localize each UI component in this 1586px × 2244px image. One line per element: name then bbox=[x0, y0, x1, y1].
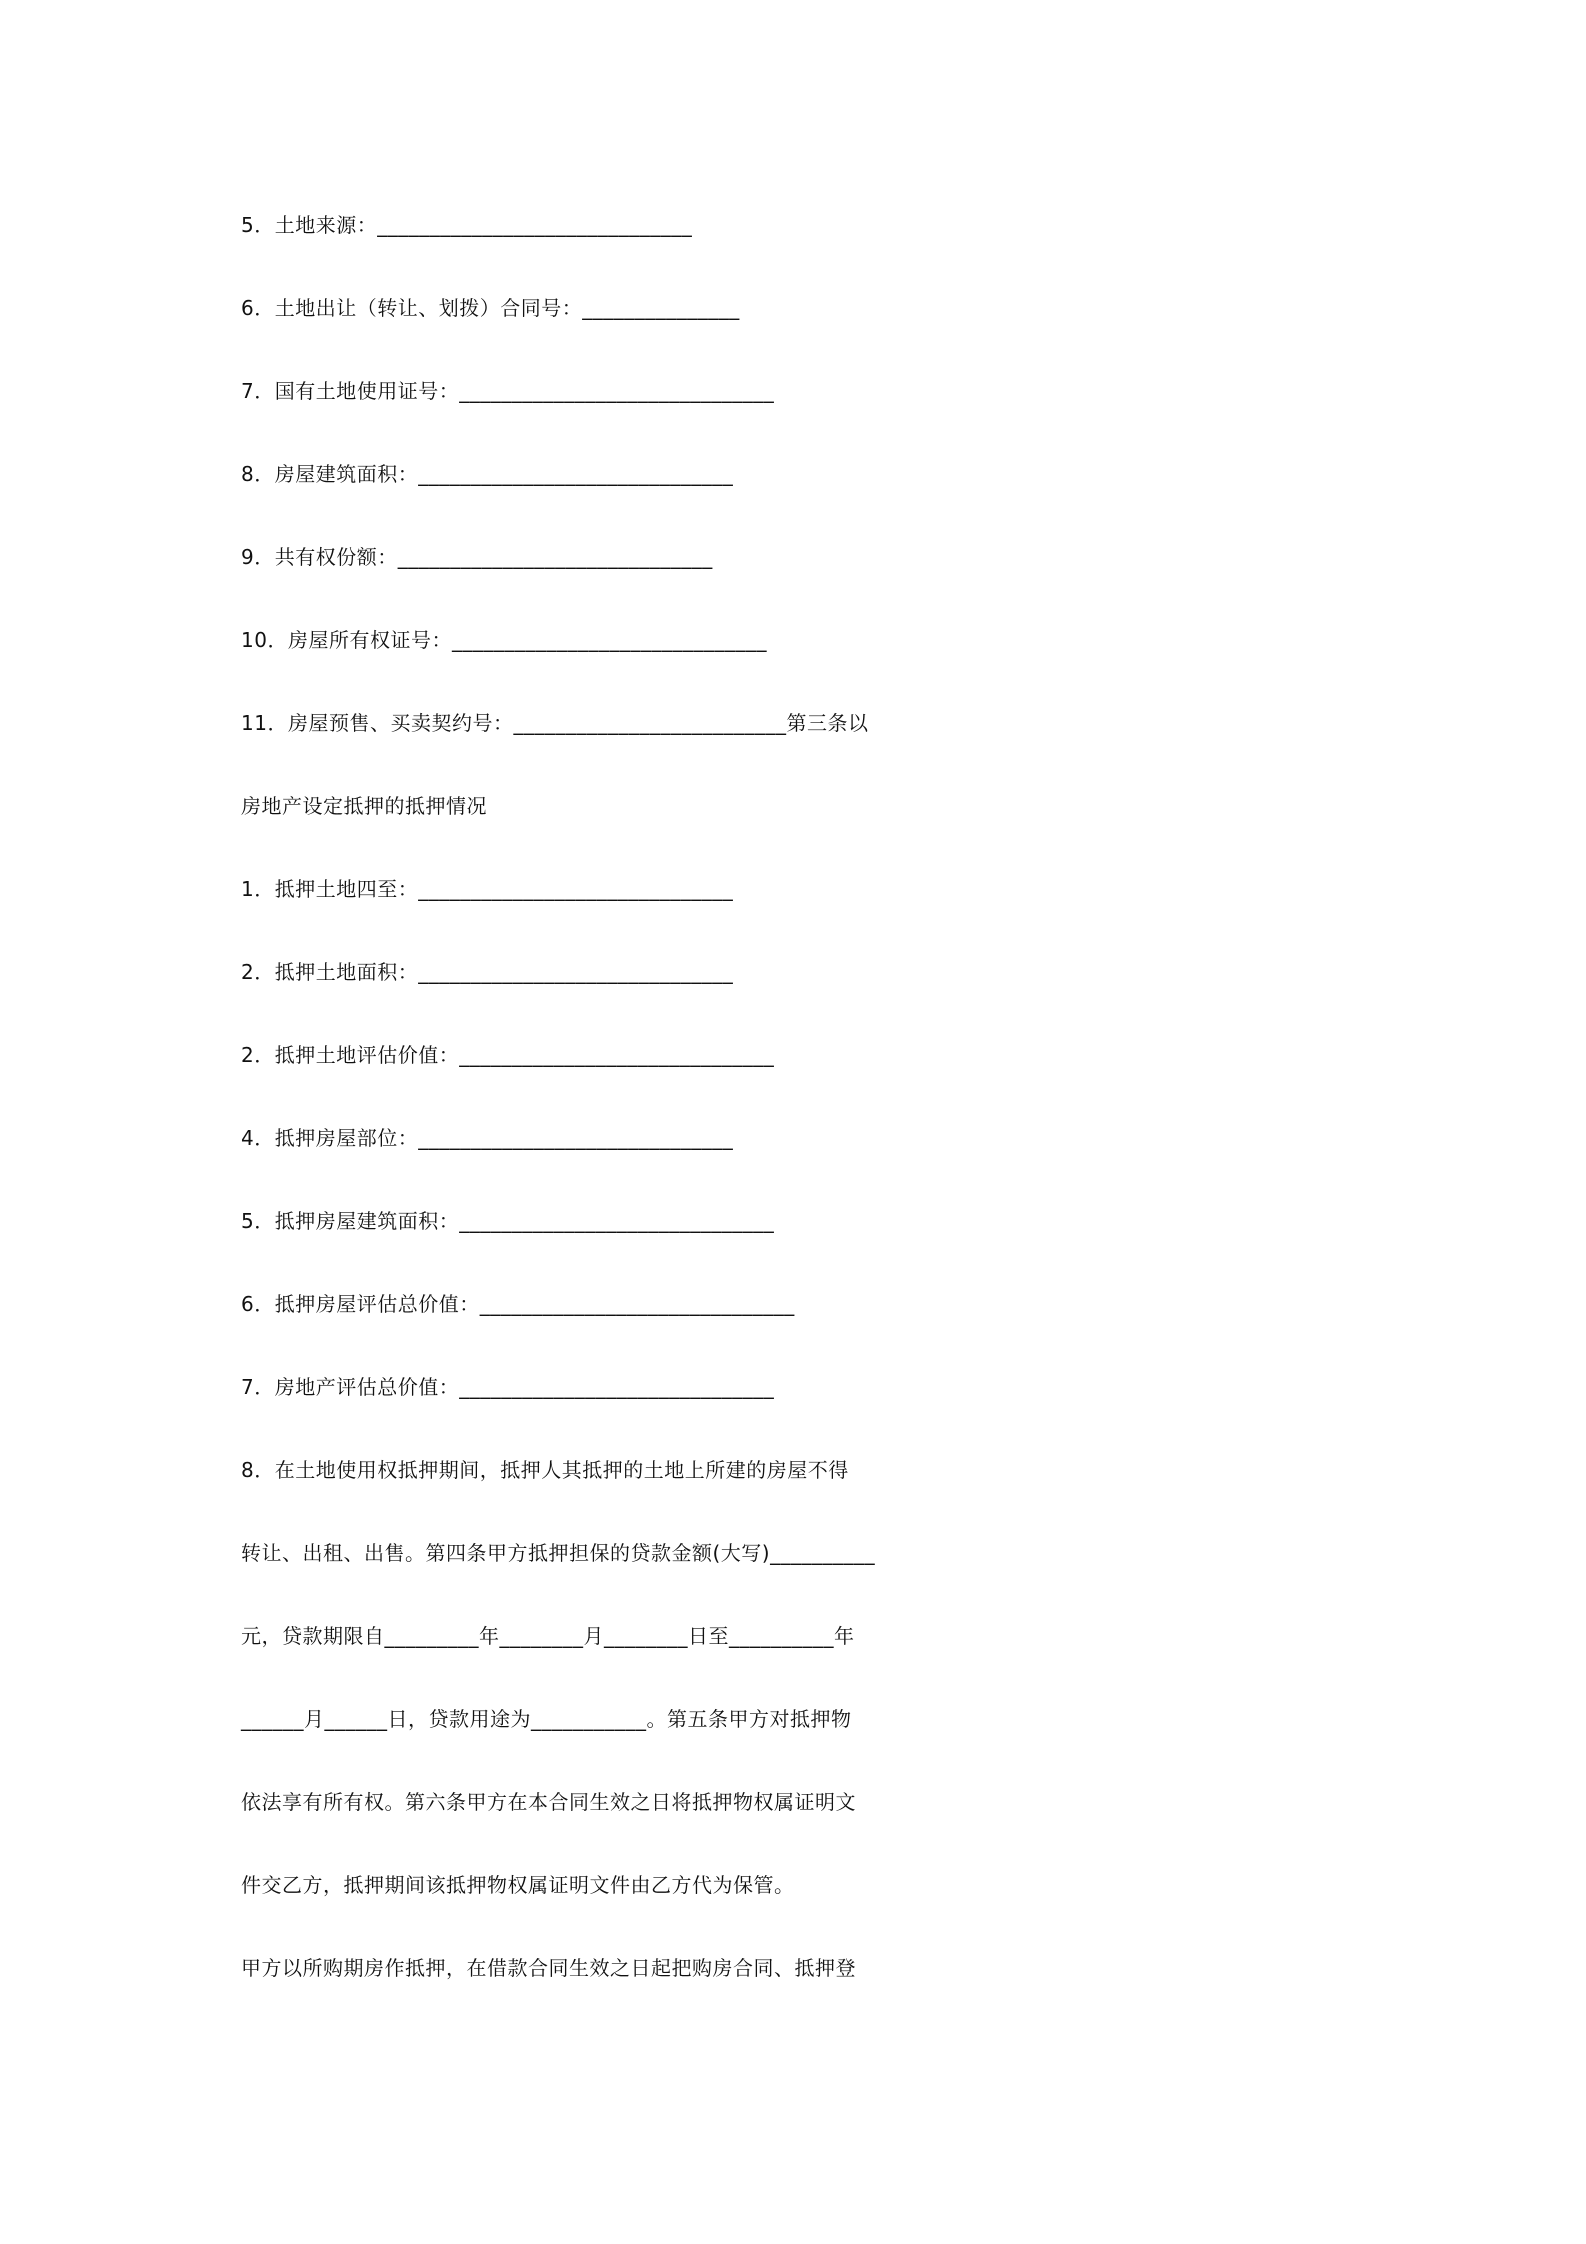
text-line: 7．国有土地使用证号：______________________________ bbox=[241, 379, 775, 403]
text-line: 5．土地来源：______________________________ bbox=[241, 213, 693, 237]
text-line: 1．抵押土地四至：______________________________ bbox=[241, 877, 734, 901]
text-line: 甲方以所购期房作抵押，在借款合同生效之日起把购房合同、抵押登 bbox=[241, 1956, 856, 1980]
text-line: 件交乙方，抵押期间该抵押物权属证明文件由乙方代为保管。 bbox=[241, 1873, 795, 1897]
text-line: 6．抵押房屋评估总价值：______________________________ bbox=[241, 1292, 795, 1316]
text-line: 转让、出租、出售。第四条甲方抵押担保的贷款金额(大写)__________ bbox=[241, 1541, 876, 1565]
text-line: 8．在土地使用权抵押期间，抵押人其抵押的土地上所建的房屋不得 bbox=[241, 1458, 849, 1482]
contract-body bbox=[241, 200, 1361, 2026]
text-line: 11．房屋预售、买卖契约号：__________________________第三条以 bbox=[241, 711, 869, 735]
text-line: 4．抵押房屋部位：______________________________ bbox=[241, 1126, 734, 1150]
text-line: 6．土地出让（转让、划拨）合同号：_______________ bbox=[241, 296, 740, 320]
text-line: 2．抵押土地面积：______________________________ bbox=[241, 960, 734, 984]
text-line: 9．共有权份额：______________________________ bbox=[241, 545, 713, 569]
text-line: 7．房地产评估总价值：______________________________ bbox=[241, 1375, 775, 1399]
text-line: 依法享有所有权。第六条甲方在本合同生效之日将抵押物权属证明文 bbox=[241, 1790, 856, 1814]
text-line: 5．抵押房屋建筑面积：______________________________ bbox=[241, 1209, 775, 1233]
text-line: 房地产设定抵押的抵押情况 bbox=[241, 794, 487, 818]
text-line: 10．房屋所有权证号：______________________________ bbox=[241, 628, 767, 652]
text-line: 8．房屋建筑面积：______________________________ bbox=[241, 462, 734, 486]
text-line: 元，贷款期限自_________年________月________日至__________年 bbox=[241, 1624, 855, 1648]
text-line: ______月______日，贷款用途为___________。第五条甲方对抵押物 bbox=[241, 1707, 852, 1731]
text-line: 2．抵押土地评估价值：______________________________ bbox=[241, 1043, 775, 1067]
